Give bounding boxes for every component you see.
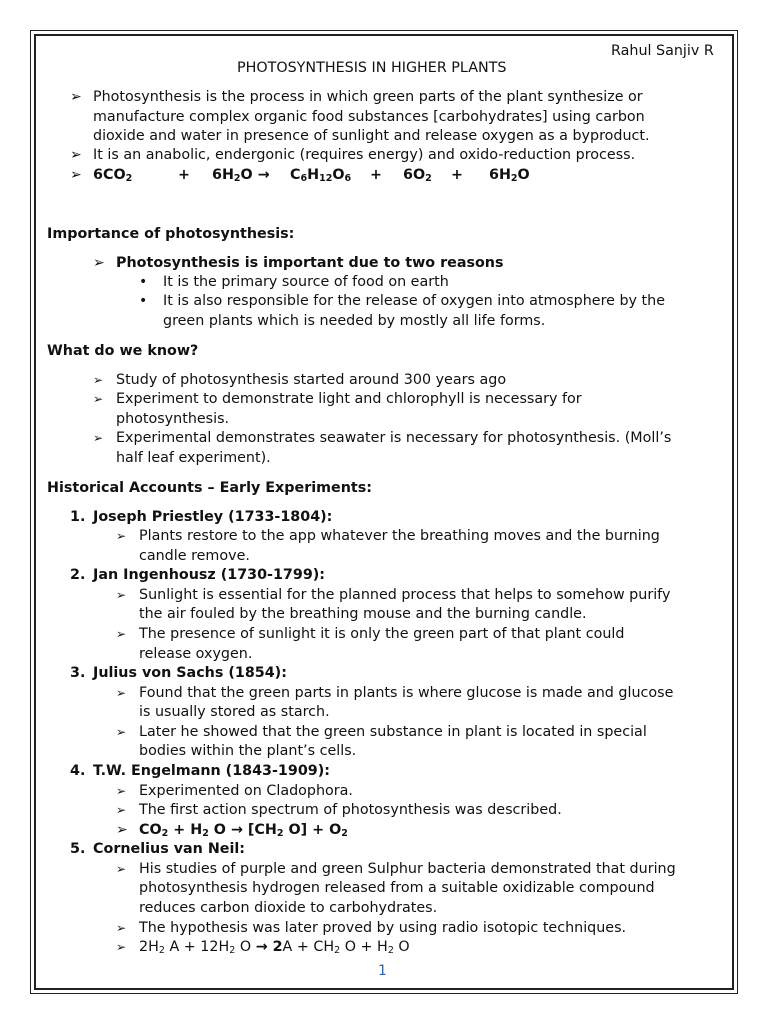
intro-line: dioxide and water in presence of sunlight and release oxygen as a byproduct. bbox=[93, 128, 650, 144]
photosynthesis-equation-glucose: $C_6H_{12}O_6$ bbox=[290, 167, 352, 184]
importance-item: green plants which is needed by mostly all life forms. bbox=[163, 313, 546, 329]
intro-line: It is an anabolic, endergonic (requires energy) and oxido-reduction process. bbox=[93, 147, 636, 163]
arrow-bullet-icon: ➢ bbox=[116, 803, 127, 817]
arrow-bullet-icon: ➢ bbox=[93, 431, 104, 445]
equation-plus: + bbox=[451, 167, 463, 183]
bullet-dot-icon: • bbox=[139, 274, 148, 290]
scientist-name: Jan Ingenhousz (1730-1799): bbox=[93, 567, 326, 583]
scientist-name: T.W. Engelmann (1843-1909): bbox=[93, 763, 330, 779]
equation-plus: + bbox=[178, 167, 190, 183]
scientist-name: Joseph Priestley (1733-1804): bbox=[93, 509, 333, 525]
arrow-bullet-icon: ➢ bbox=[93, 392, 104, 406]
author-name: Rahul Sanjiv R bbox=[611, 43, 714, 59]
importance-lead: Photosynthesis is important due to two reasons bbox=[116, 255, 504, 271]
arrow-bullet-icon: ➢ bbox=[70, 167, 82, 183]
arrow-bullet-icon: ➢ bbox=[116, 921, 127, 935]
importance-item: It is the primary source of food on earth bbox=[163, 274, 449, 290]
history-item: Sunlight is essential for the planned process that helps to somehow purify bbox=[139, 587, 671, 603]
photosynthesis-equation-co2: $6CO_2$ bbox=[93, 167, 133, 184]
engelmann-equation: $CO_2 + H_2$ $O \to [CH_2$ $O] + O_2$ bbox=[139, 822, 348, 839]
arrow-bullet-icon: ➢ bbox=[70, 89, 82, 105]
history-item: Later he showed that the green substance in plant is located in special bbox=[139, 724, 647, 740]
history-item: The hypothesis was later proved by using radio isotopic techniques. bbox=[139, 920, 627, 936]
arrow-bullet-icon: ➢ bbox=[116, 627, 127, 641]
page-title: PHOTOSYNTHESIS IN HIGHER PLANTS bbox=[237, 60, 507, 76]
page-number: 1 bbox=[378, 963, 387, 979]
history-item: Experimented on Cladophora. bbox=[139, 783, 353, 799]
history-item: reduces carbon dioxide to carbohydrates. bbox=[139, 900, 438, 916]
known-item: half leaf experiment). bbox=[116, 450, 271, 466]
arrow-bullet-icon: ➢ bbox=[93, 373, 104, 387]
arrow-bullet-icon: ➢ bbox=[116, 862, 127, 876]
arrow-bullet-icon: ➢ bbox=[116, 686, 127, 700]
bullet-dot-icon: • bbox=[139, 293, 148, 309]
equation-plus: + bbox=[370, 167, 382, 183]
history-item: is usually stored as starch. bbox=[139, 704, 330, 720]
history-item: candle remove. bbox=[139, 548, 250, 564]
list-number: 3. bbox=[70, 665, 86, 681]
photosynthesis-equation-h2o-product: $6H_2O$ bbox=[489, 167, 530, 184]
intro-line: manufacture complex organic food substances [carbohydrates] using carbon bbox=[93, 109, 645, 125]
intro-line: Photosynthesis is the process in which green parts of the plant synthesize or bbox=[93, 89, 643, 105]
known-item: Experimental demonstrates seawater is necessary for photosynthesis. (Moll’s bbox=[116, 430, 672, 446]
history-heading: Historical Accounts – Early Experiments: bbox=[47, 480, 372, 496]
known-item: Experiment to demonstrate light and chlorophyll is necessary for bbox=[116, 391, 582, 407]
arrow-bullet-icon: ➢ bbox=[116, 725, 127, 739]
history-item: The first action spectrum of photosynthesis was described. bbox=[139, 802, 562, 818]
known-item: photosynthesis. bbox=[116, 411, 230, 427]
list-number: 1. bbox=[70, 509, 86, 525]
list-number: 5. bbox=[70, 841, 86, 857]
scientist-name: Julius von Sachs (1854): bbox=[93, 665, 287, 681]
history-item: His studies of purple and green Sulphur bacteria demonstrated that during bbox=[139, 861, 676, 877]
history-item: release oxygen. bbox=[139, 646, 253, 662]
list-number: 2. bbox=[70, 567, 86, 583]
importance-heading: Importance of photosynthesis: bbox=[47, 226, 295, 242]
arrow-bullet-icon: ➢ bbox=[116, 588, 127, 602]
photosynthesis-equation-o2: $6O_2$ bbox=[403, 167, 432, 184]
known-heading: What do we know? bbox=[47, 343, 199, 359]
known-item: Study of photosynthesis started around 300 years ago bbox=[116, 372, 507, 388]
history-item: bodies within the plant’s cells. bbox=[139, 743, 357, 759]
scientist-name: Cornelius van Neil: bbox=[93, 841, 246, 857]
arrow-bullet-icon: ➢ bbox=[116, 940, 127, 954]
van-neil-equation: $2H_2$ $A + 12H_2$ $O \to 2A + CH_2$ $O + H_2$ O bbox=[139, 939, 410, 956]
arrow-bullet-icon: ➢ bbox=[116, 822, 128, 838]
history-item: the air fouled by the breathing mouse and the burning candle. bbox=[139, 606, 587, 622]
history-item: photosynthesis hydrogen released from a suitable oxidizable compound bbox=[139, 880, 655, 896]
arrow-bullet-icon: ➢ bbox=[116, 784, 127, 798]
history-item: Found that the green parts in plants is where glucose is made and glucose bbox=[139, 685, 674, 701]
arrow-bullet-icon: ➢ bbox=[116, 529, 127, 543]
arrow-bullet-icon: ➢ bbox=[70, 147, 82, 163]
history-item: Plants restore to the app whatever the breathing moves and the burning bbox=[139, 528, 660, 544]
history-item: The presence of sunlight it is only the green part of that plant could bbox=[139, 626, 625, 642]
arrow-bullet-icon: ➢ bbox=[93, 255, 105, 271]
photosynthesis-equation-h2o: $6H_2O$ → bbox=[212, 167, 270, 184]
list-number: 4. bbox=[70, 763, 86, 779]
importance-item: It is also responsible for the release of oxygen into atmosphere by the bbox=[163, 293, 666, 309]
